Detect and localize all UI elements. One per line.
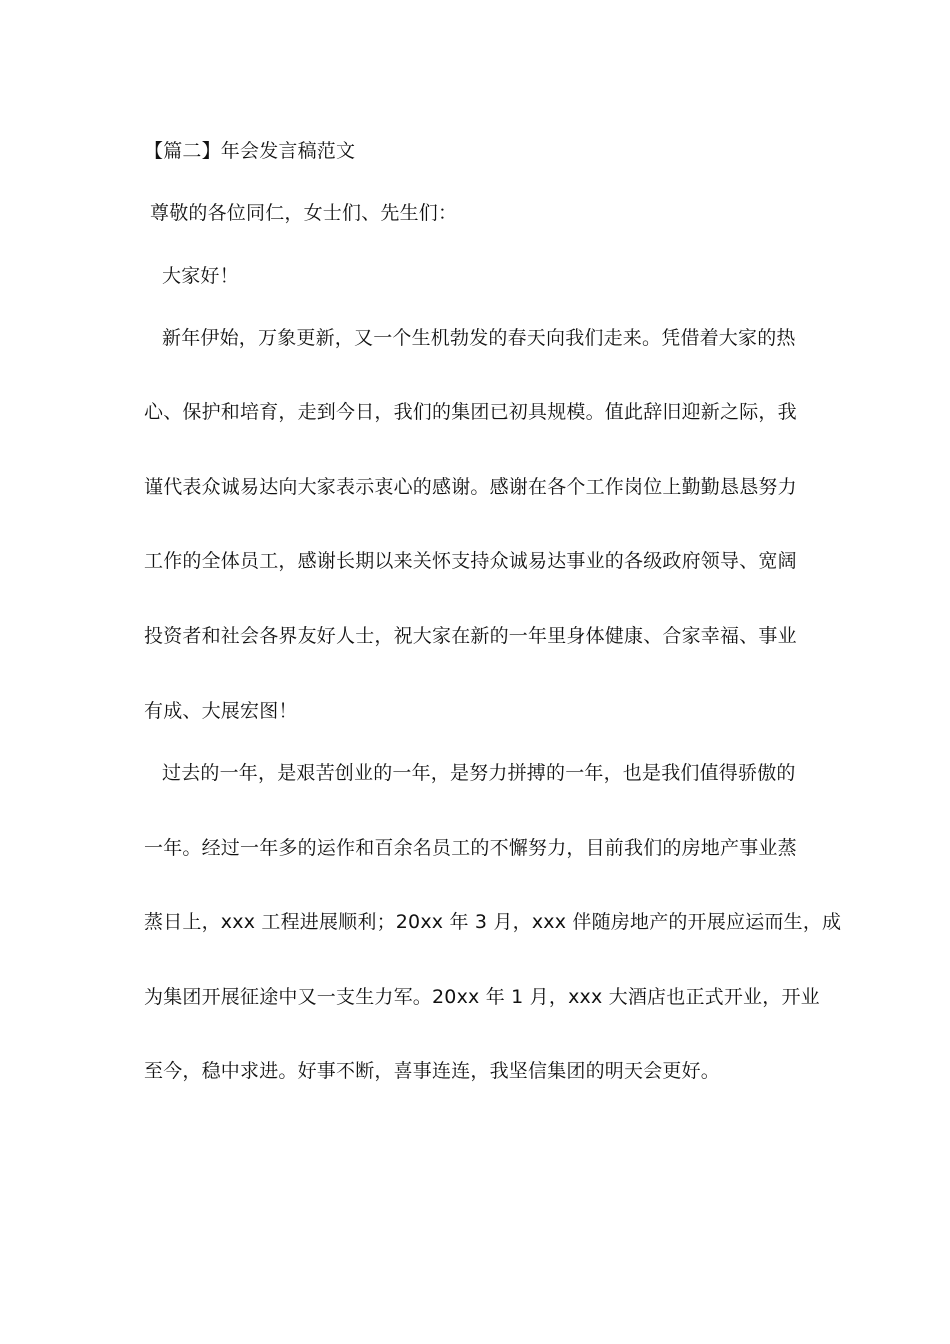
paragraph-line: 一年。经过一年多的运作和百余名员工的不懈努力，目前我们的房地产事业蒸	[144, 837, 797, 859]
paragraph-line: 至今，稳中求进。好事不断，喜事连连，我坚信集团的明天会更好。	[144, 1060, 721, 1082]
paragraph-line: 新年伊始，万象更新，又一个生机勃发的春天向我们走来。凭借着大家的热	[162, 327, 796, 349]
paragraph-line: 心、保护和培育，走到今日，我们的集团已初具规模。值此辞旧迎新之际，我	[144, 401, 797, 423]
paragraph-line: 工作的全体员工，感谢长期以来关怀支持众诚易达事业的各级政府领导、宽阔	[144, 550, 797, 572]
salutation: 尊敬的各位同仁，女士们、先生们：	[150, 202, 458, 224]
paragraph-line: 谨代表众诚易达向大家表示衷心的感谢。感谢在各个工作岗位上勤勤恳恳努力	[144, 476, 797, 498]
paragraph-line: 为集团开展征途中又一支生力军。20xx 年 1 月，xxx 大酒店也正式开业，开业	[144, 986, 820, 1008]
paragraph-line: 过去的一年，是艰苦创业的一年，是努力拼搏的一年，也是我们值得骄傲的	[162, 762, 796, 784]
paragraph-line: 有成、大展宏图！	[144, 700, 298, 722]
paragraph-line: 投资者和社会各界友好人士，祝大家在新的一年里身体健康、合家幸福、事业	[144, 625, 797, 647]
paragraph-line: 蒸日上，xxx 工程进展顺利；20xx 年 3 月，xxx 伴随房地产的开展应运而生，成	[144, 911, 842, 933]
document-heading: 【篇二】年会发言稿范文	[144, 140, 356, 162]
greeting: 大家好！	[162, 265, 239, 287]
